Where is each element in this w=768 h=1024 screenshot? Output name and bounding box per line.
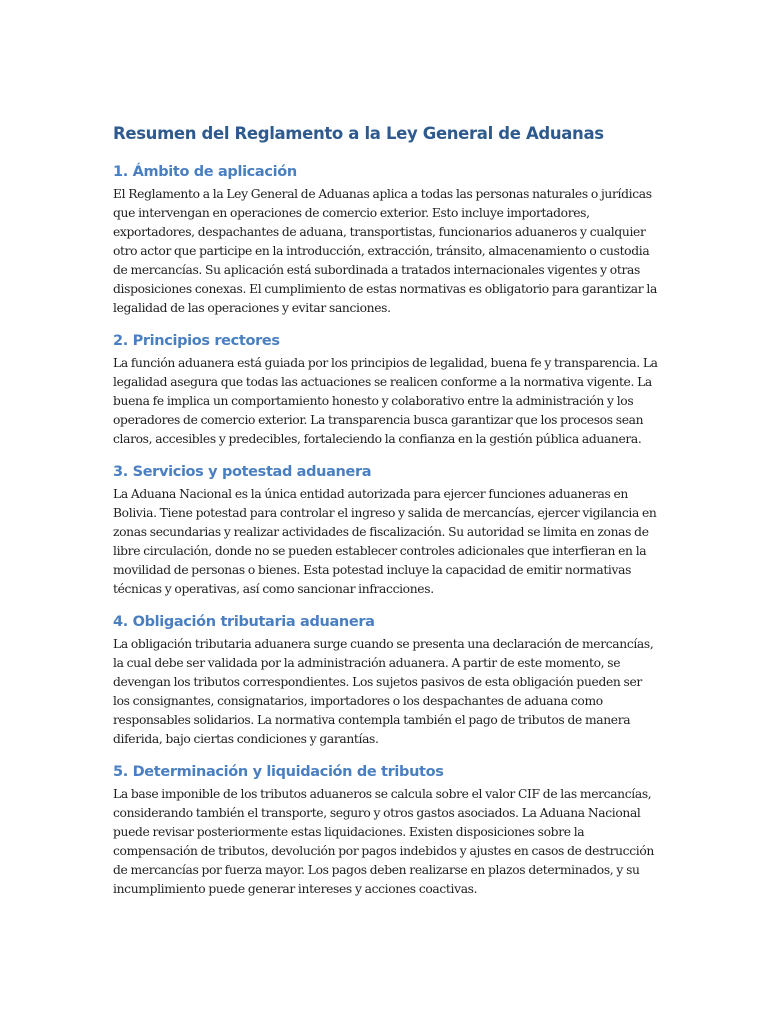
section-ambito bbox=[113, 162, 658, 318]
section-heading: 5. Determinación y liquidación de tributos bbox=[113, 764, 444, 780]
section-body: La base imponible de los tributos aduaneros se calcula sobre el valor CIF de las mercancías, considerando también el transporte, seguro y otros gastos asociados. La Aduana Nacional puede revisar posteriormente estas liquidaciones. Existen disposiciones sobre la compensación de tributos, devolución por pagos indebidos y ajustes en casos de destrucción de mercancías por fuerza mayor. Los pagos deben realizarse en plazos determinados, y su incumplimiento puede generar intereses y acciones coactivas. bbox=[113, 787, 654, 896]
section-body: La obligación tributaria aduanera surge cuando se presenta una declaración de mercancías, la cual debe ser validada por la administración aduanera. A partir de este momento, se devengan los tributos correspondientes. Los sujetos pasivos de esta obligación pueden ser los consignantes, consignatarios, importadores o los despachantes de aduana como responsables solidarios. La normativa contempla también el pago de tributos de manera diferida, bajo ciertas condiciones y garantías. bbox=[113, 637, 654, 746]
section-principios bbox=[113, 331, 658, 449]
section-obligacion bbox=[113, 612, 658, 749]
section-heading: 1. Ámbito de aplicación bbox=[113, 164, 297, 180]
section-heading: 2. Principios rectores bbox=[113, 333, 280, 349]
section-body: El Reglamento a la Ley General de Aduanas aplica a todas las personas naturales o jurídicas que intervengan en operaciones de comercio exterior. Esto incluye importadores, exportadores, despachantes de aduana, transportistas, funcionarios aduaneros y cualquier otro actor que participe en la introducción, extracción, tránsito, almacenamiento o custodia de mercancías. Su aplicación está subordinada a tratados internacionales vigentes y otras disposiciones conexas. El cumplimiento de estas normativas es obligatorio para garantizar la legalidad de las operaciones y evitar sanciones. bbox=[113, 187, 657, 315]
section-body: La función aduanera está guiada por los principios de legalidad, buena fe y transparencia. La legalidad asegura que todas las actuaciones se realicen conforme a la normativa vigente. La buena fe implica un comportamiento honesto y colaborativo entre la administración y los operadores de comercio exterior. La transparencia busca garantizar que los procesos sean claros, accesibles y predecibles, fortaleciendo la confianza en la gestión pública aduanera. bbox=[113, 356, 658, 446]
section-heading: 3. Servicios y potestad aduanera bbox=[113, 464, 372, 480]
section-determinacion bbox=[113, 762, 658, 899]
section-servicios bbox=[113, 462, 658, 599]
section-body: La Aduana Nacional es la única entidad autorizada para ejercer funciones aduaneras en Bolivia. Tiene potestad para controlar el ingreso y salida de mercancías, ejercer vigilancia en zonas secundarias y realizar actividades de fiscalización. Su autoridad se limita en zonas de libre circulación, donde no se pueden establecer controles adicionales que interfieran en la movilidad de personas o bienes. Esta potestad incluye la capacidad de emitir normativas técnicas y operativas, así como sancionar infracciones. bbox=[113, 487, 657, 596]
document-title: Resumen del Reglamento a la Ley General de Aduanas bbox=[113, 124, 604, 143]
section-heading: 4. Obligación tributaria aduanera bbox=[113, 614, 375, 630]
document-content bbox=[113, 122, 658, 912]
